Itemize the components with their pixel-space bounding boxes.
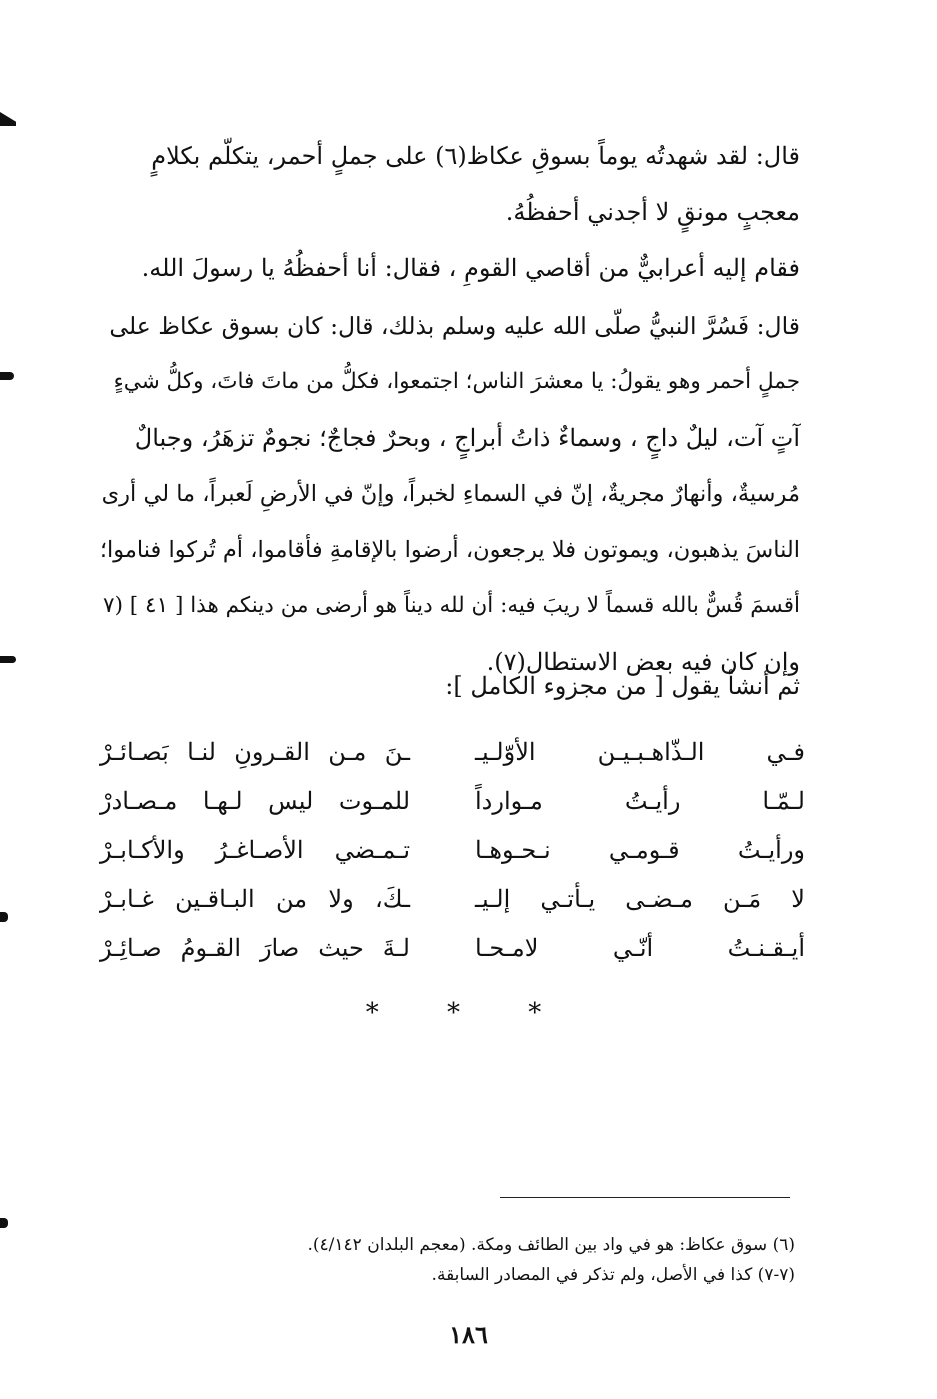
- verse-second-hemistich: تـمـضي الأصـاغـرُ والأكـابـرْ: [100, 836, 410, 864]
- text-line: الناسَ يذهبون، ويموتون فلا يرجعون، أرضوا بالإقامةِ فأقاموا، أم تُركوا فناموا؛: [99, 537, 800, 563]
- verse-first-hemistich: أيـقـنـتُ أنّـي لامـحـا: [475, 934, 805, 962]
- verse-second-hemistich: ـنَ مـن القـرونِ لنـا بَصـائـرْ: [100, 738, 410, 766]
- section-separator: * * *: [365, 998, 572, 1028]
- text-line: أقسمَ قُسٌّ بالله قسماً لا ريبَ فيه: أن لله ديناً هو أرضى من دينكم هذا [ ٤١ ] (٧: [103, 593, 800, 618]
- poem-verse: [100, 728, 805, 777]
- poem: [100, 728, 805, 973]
- text-line: وإن كان فيه بعض الاستطال(٧).: [486, 648, 800, 676]
- footnotes: [240, 1230, 795, 1290]
- poem-verse: [100, 777, 805, 826]
- scan-edge-mark: [0, 912, 8, 922]
- scan-edge-mark: [0, 372, 14, 380]
- verse-second-hemistich: لـةَ حيث صارَ القـومُ صـائِـرْ: [100, 934, 410, 962]
- text-line: آتٍ آت، ليلٌ داجٍ ، وسماءٌ ذاتُ أبراجٍ ، وبحرٌ فجاجٌ؛ نجومٌ تزهَرُ، وجبالٌ: [134, 424, 800, 452]
- verse-first-hemistich: ورأيـتُ قـومـي نـحـوهـا: [475, 836, 805, 864]
- text-line: معجبٍ مونقٍ لا أجدني أحفظُهُ.: [505, 198, 800, 226]
- scan-edge-mark: [0, 112, 16, 126]
- verse-second-hemistich: للمـوت ليس لـهـا مـصـادرْ: [100, 787, 410, 815]
- text-line: مُرسيةٌ، وأنهارٌ مجريةٌ، إنّ في السماءِ لخبراً، وإنّ في الأرضِ لَعبراً، ما لي أرى: [101, 481, 800, 507]
- text-line: قال: فَسُرَّ النبيُّ صلّى الله عليه وسلم بذلك، قال: كان بسوق عكاظ على: [109, 312, 800, 340]
- scan-edge-mark: [0, 1218, 8, 1228]
- text-line: ثم أنشأ يقول [ من مجزوء الكامل ]:: [445, 672, 800, 700]
- scan-edge-mark: [0, 656, 16, 663]
- text-line: قال: لقد شهدتُه يوماً بسوقِ عكاظ(٦) على جملٍ أحمر، يتكلّم بكلامٍ: [151, 142, 800, 170]
- verse-second-hemistich: ـكَ، ولا من البـاقـين غـابـرْ: [100, 885, 410, 913]
- poem-verse: [100, 924, 805, 973]
- footnote-rule: [500, 1197, 790, 1198]
- poem-verse: [100, 875, 805, 924]
- paragraph-3: [100, 298, 800, 690]
- paragraph-1: [100, 128, 800, 240]
- text-line: فقام إليه أعرابيٌّ من أقاصي القومِ ، فقال: أنا أحفظُهُ يا رسولَ الله.: [141, 254, 800, 282]
- verse-first-hemistich: لا مَـن مـضـى يـأتـي إلـيـ: [475, 885, 805, 913]
- poem-verse: [100, 826, 805, 875]
- footnote: (٦) سوق عكاظ: هو في واد بين الطائف ومكة. (معجم البلدان ٤/١٤٢).: [307, 1235, 795, 1255]
- paragraph-2: [100, 240, 800, 296]
- text-line: جملٍ أحمر وهو يقولُ: يا معشرَ الناس؛ اجتمعوا، فكلُّ من ماتَ فاتَ، وكلُّ شيءٍ: [113, 369, 800, 394]
- page-number: ١٨٦: [449, 1320, 488, 1349]
- footnote: (٧-٧) كذا في الأصل، ولم تذكر في المصادر السابقة.: [431, 1265, 795, 1285]
- verse-first-hemistich: فـي الـذّاهـبـيـن الأوّلـيـ: [475, 738, 805, 766]
- poem-intro: [100, 658, 800, 714]
- verse-first-hemistich: لـمّـا رأيـتُ مـوارداً: [475, 787, 805, 815]
